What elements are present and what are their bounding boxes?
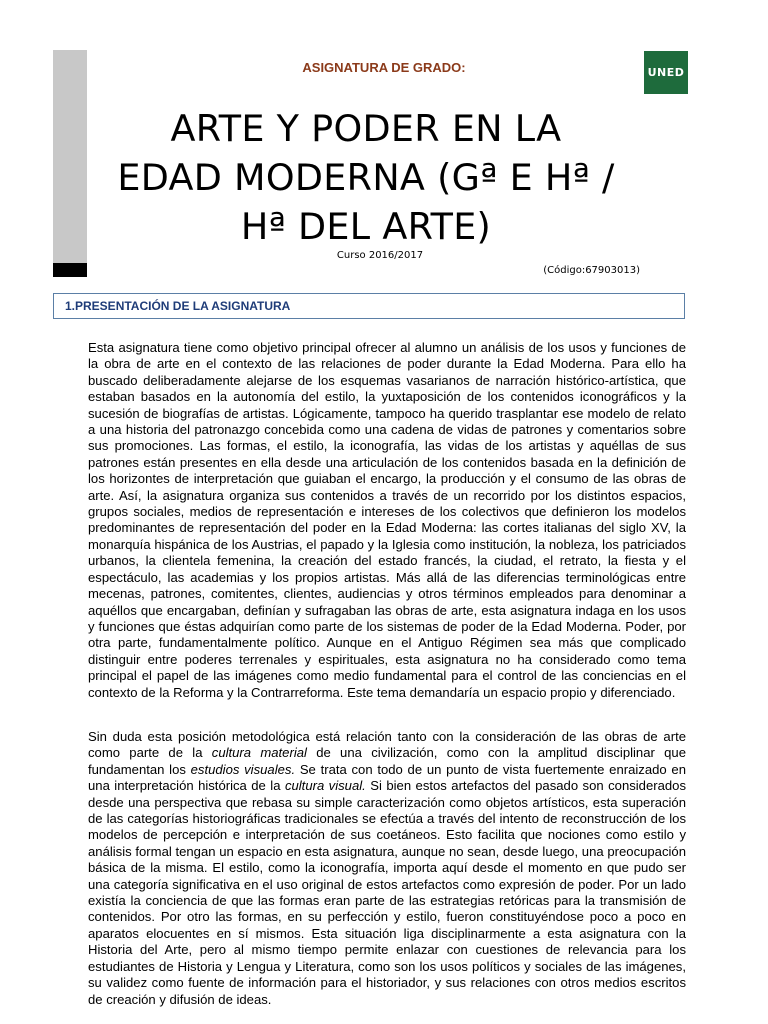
text-run: de una civilización, como con la amplitud disciplinar que fundamentan los: [88, 745, 686, 777]
emphasis-text: estudios visuales.: [190, 761, 296, 777]
text-run: Sin duda esta posición metodológica está relación tanto con la consideración de las obras de arte como parte de la: [88, 729, 686, 761]
uned-logo: [644, 51, 688, 94]
side-bar-decoration: [53, 50, 87, 263]
course-code: (Código:67903013): [543, 265, 640, 276]
logo-text: UNED: [647, 66, 685, 79]
emphasis-text: cultura material: [211, 745, 307, 761]
text-run: Si bien estos artefactos del pasado son considerados desde una perspectiva que rebasa su simple caracterización como objetos artísticos, esta superación de las categorías historiográficas tradicionales se efectúa a través del intento de reconstrucción de los modelos de percepción e interpretación de sus coetáneos. Esto facilita que nociones como estilo y análisis formal tengan un espacio en esta asignatura, aunque no sean, desde luego, una preocupación básica de la misma. El estilo, como la iconografía, importa aquí desde el momento en que pudo ser una categoría significativa en el uso original de estos artefactos como expresión de poder. Por un lado existía la conciencia de que las formas eran parte de las estrategias retóricas para la transmisión de contenidos. Por otro las formas, en su perfección y estilo, fueron constituyéndose poco a poco en aparatos elocuentes en sí mismos. Esta situación liga disciplinarmente a esta asignatura con la Historia del Arte, pero al mismo tiempo permite enlazar con cuestiones de relevancia para los estudiantes de Historia y Lengua y Literatura, como son los usos políticos y sociales de las imágenes, su validez como fuente de información para el historiador, y sus relaciones con otros medios escritos de creación y difusión de ideas.: [88, 778, 686, 1007]
body-paragraph-1: Esta asignatura tiene como objetivo principal ofrecer al alumno un análisis de los usos y funciones de la obra de arte en el contexto de las relaciones de poder durante la Edad Moderna. Para ello ha buscado deliberadamente alejarse de los esquemas vasarianos de narración histórico-artística, que estaban basados en la autonomía del estilo, la yuxtaposición de los contenidos iconográficos y la sucesión de biografías de artistas. Lógicamente, tampoco ha querido trasplantar ese modelo de relato a una historia del patronazgo concebida como una cadena de vidas de patrones y comentarios sobre sus promociones. Las formas, el estilo, la iconografía, las vidas de los artistas y aquéllas de sus patrones están presentes en ella desde una articulación de los contenidos basada en la definición de los horizontes de interpretación que guiaban el encargo, la producción y el consumo de las obras de arte. Así, la asignatura organiza sus contenidos a través de un recorrido por los distintos espacios, grupos sociales, medios de representación e intereses de los colectivos que definieron los modelos predominantes de representación del poder en la Edad Moderna: las cortes italianas del siglo XV, la monarquía hispánica de los Austrias, el papado y la Iglesia como institución, la nobleza, los patriciados urbanos, la clientela femenina, la creación del estado francés, la ciudad, el retrato, la fiesta y el espectáculo, las academias y los propios artistas. Más allá de las diferencias terminológicas entre mecenas, patrones, comitentes, clientes, audiencias y otros términos empleados para denominar a aquéllos que encargaban, definían y sufragaban las obras de arte, esta asignatura indaga en los usos y funciones que éstas adquirían como parte de los sistemas de poder de la Edad Moderna. Poder, por otra parte, fundamentalmente político. Aunque en el Antiguo Régimen sea más que complicado distinguir entre poderes terrenales y espirituales, esta asignatura no ha considerado como tema principal el papel de las imágenes como medio fundamental para el control de las conciencias en el contexto de la Reforma y la Contrarreforma. Este tema demandaría un espacio propio y diferenciado.: [88, 340, 686, 700]
section-heading: 1.PRESENTACIÓN DE LA ASIGNATURA: [65, 299, 291, 313]
title-line: Hª DEL ARTE): [240, 205, 492, 248]
text-run: Se trata con todo de un punto de vista fuertemente enraizado en una interpretación histórica de la: [88, 761, 686, 794]
emphasis-text: cultura visual.: [284, 778, 366, 794]
body-paragraph-2: [88, 729, 686, 1008]
course-kicker: ASIGNATURA DE GRADO:: [302, 60, 466, 75]
course-year: Curso 2016/2017: [336, 250, 424, 261]
side-bar-black-strip: [53, 263, 87, 277]
section-heading-box: [53, 293, 685, 319]
title-line: ARTE Y PODER EN LA: [170, 107, 562, 150]
page-title: [88, 104, 644, 251]
title-line: EDAD MODERNA (Gª E Hª /: [117, 156, 615, 199]
